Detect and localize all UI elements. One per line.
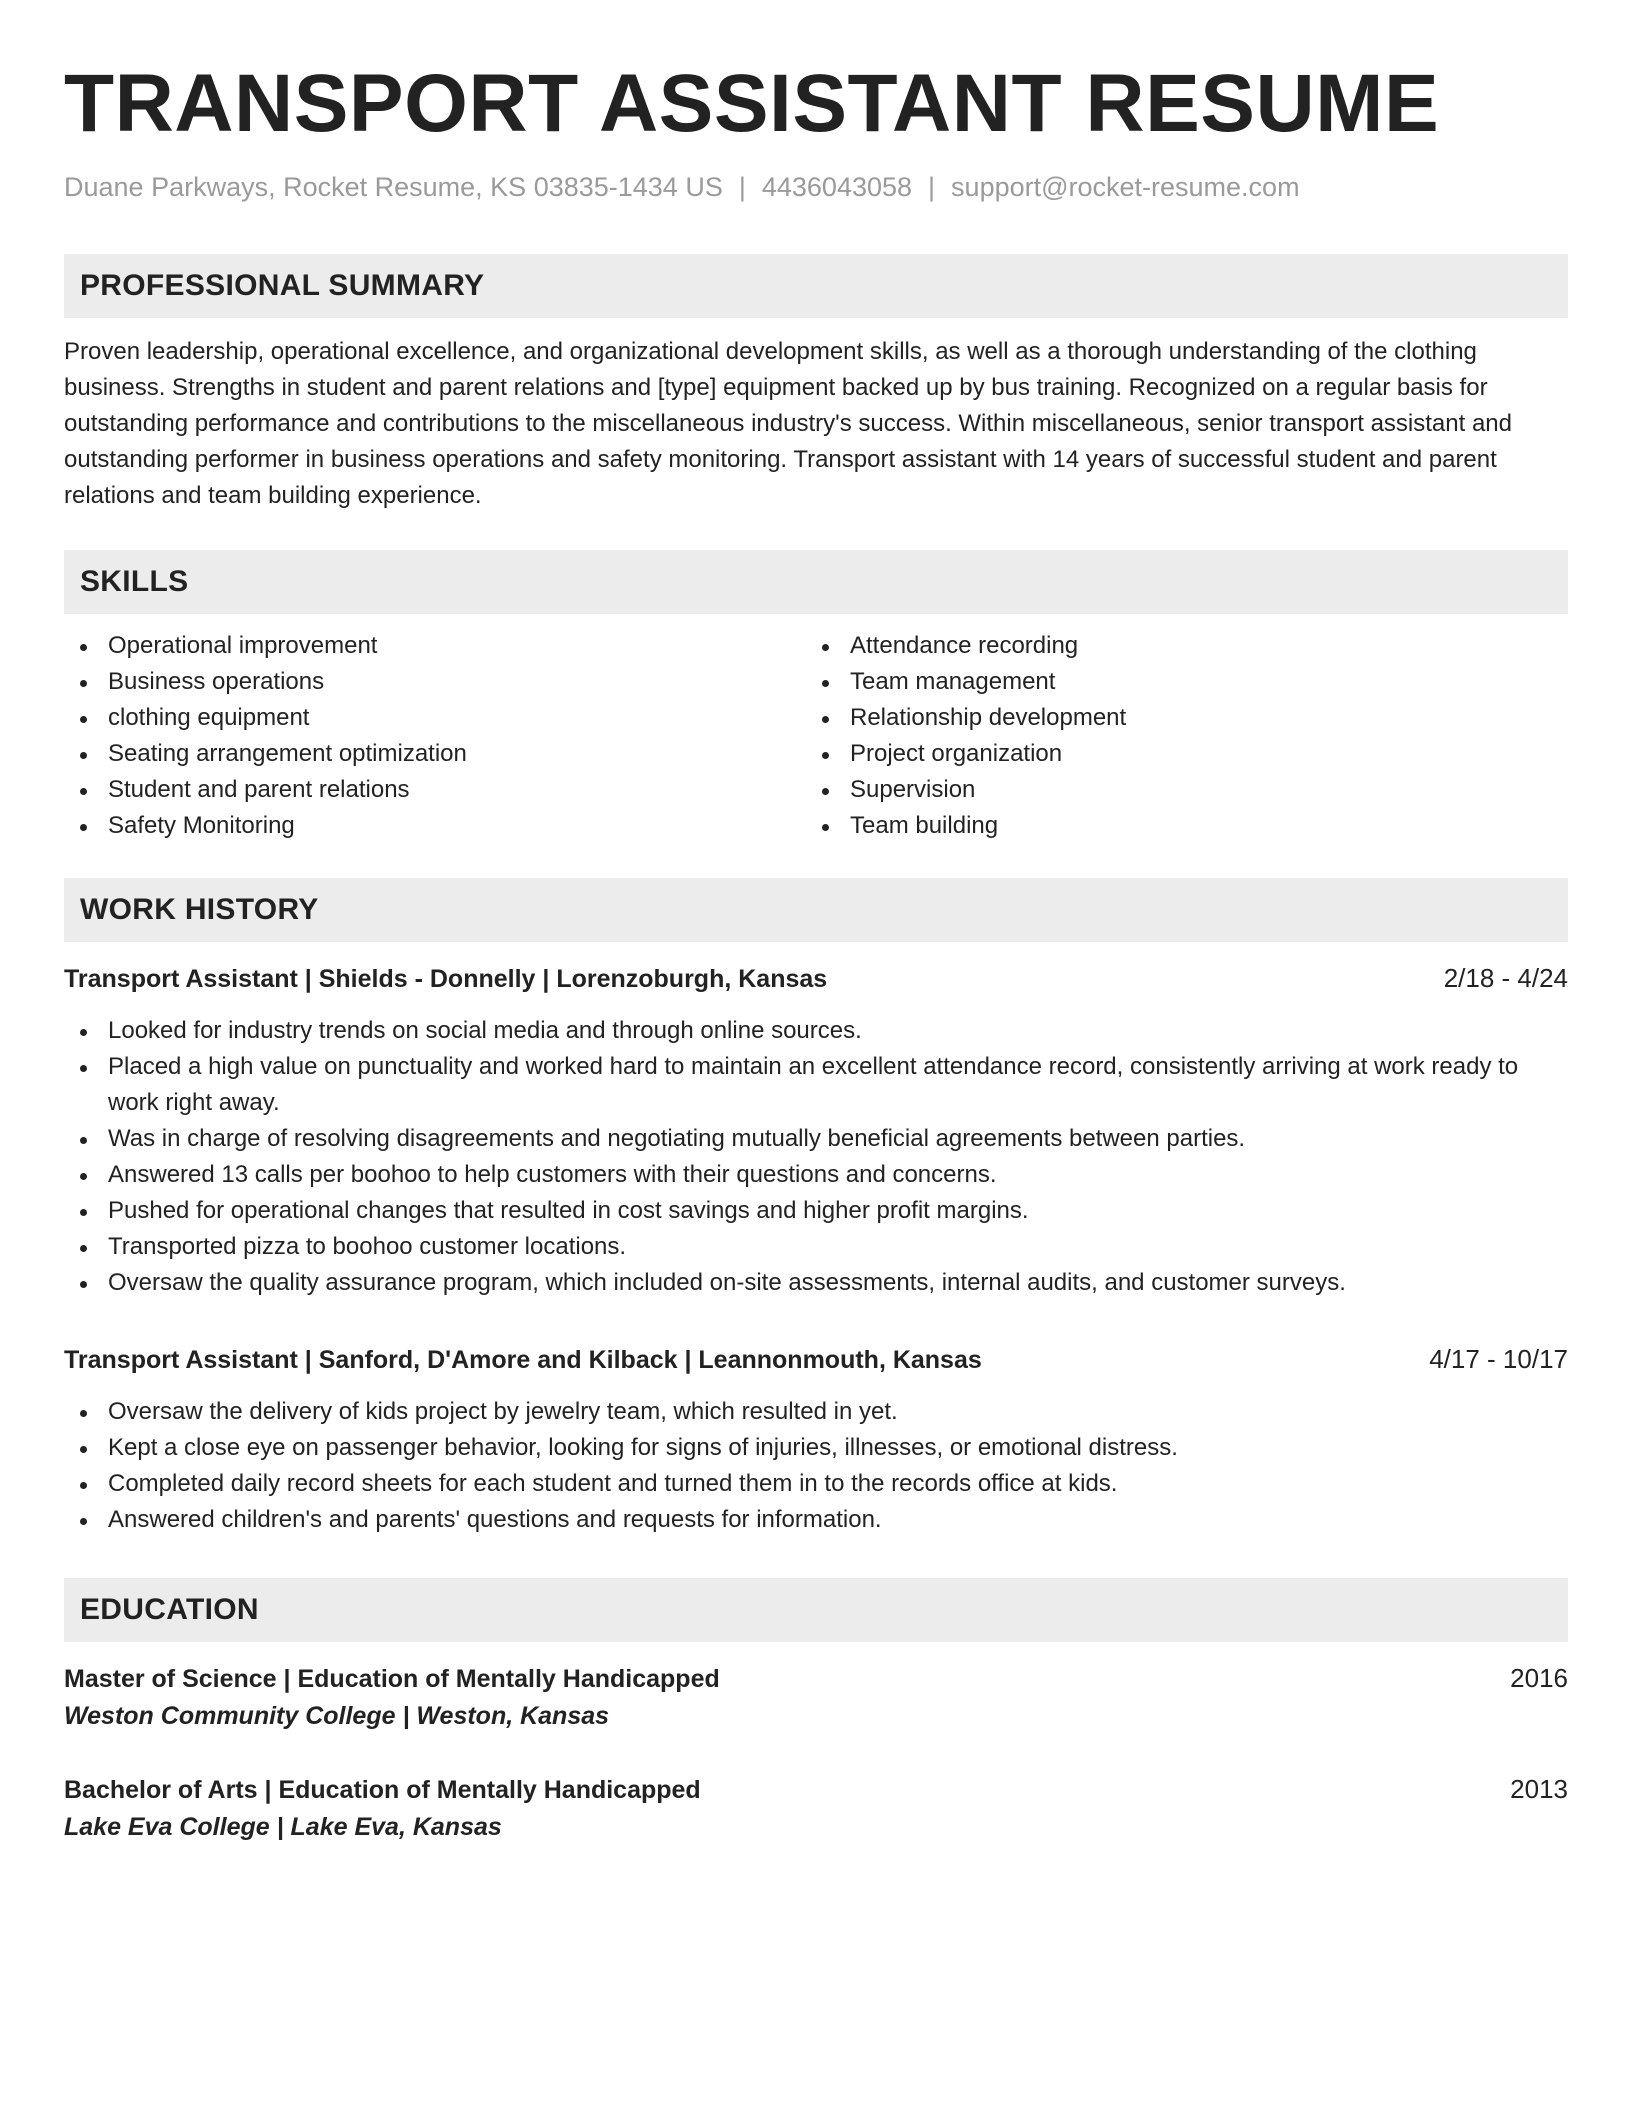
job-entry bbox=[64, 960, 1568, 1301]
education-degree: Master of Science | Education of Mentally Handicapped bbox=[64, 1665, 720, 1693]
education-year: 2013 bbox=[1510, 1774, 1568, 1804]
job-bullet: Pushed for operational changes that resulted in cost savings and higher profit margins. bbox=[64, 1193, 1568, 1229]
skill-item: Relationship development bbox=[806, 700, 1548, 736]
education-header bbox=[64, 1771, 1568, 1808]
job-bullet: Transported pizza to boohoo customer locations. bbox=[64, 1229, 1568, 1265]
section-heading: EDUCATION bbox=[64, 1578, 1568, 1642]
job-dates: 4/17 - 10/17 bbox=[1429, 1344, 1568, 1374]
skill-item: Attendance recording bbox=[806, 628, 1548, 664]
skill-item: Business operations bbox=[64, 664, 806, 700]
resume-title: TRANSPORT ASSISTANT RESUME bbox=[64, 58, 1440, 149]
job-bullet: Was in charge of resolving disagreements and negotiating mutually beneficial agreements between parties. bbox=[64, 1121, 1568, 1157]
education-school: Lake Eva College | Lake Eva, Kansas bbox=[64, 1813, 502, 1841]
job-bullet: Looked for industry trends on social media and through online sources. bbox=[64, 1013, 1568, 1049]
job-bullet: Kept a close eye on passenger behavior, looking for signs of injuries, illnesses, or emotional distress. bbox=[64, 1430, 1568, 1466]
skill-item: Safety Monitoring bbox=[64, 808, 806, 844]
skill-item: clothing equipment bbox=[64, 700, 806, 736]
job-bullets bbox=[64, 1394, 1568, 1538]
skill-item: Supervision bbox=[806, 772, 1548, 808]
job-entry bbox=[64, 1341, 1568, 1538]
contact-separator: | bbox=[928, 172, 936, 202]
skill-item: Team management bbox=[806, 664, 1548, 700]
summary-text: Proven leadership, operational excellence, and organizational development skills, as well as a thorough understanding of the clothing business. Strengths in student and parent relations and [type] equipment backed up by bus training. Recognized on a regular basis for outstanding performance and contributions to the miscellaneous industry's success. Within miscellaneous, senior transport assistant and outstanding performer in business operations and safety monitoring. Transport assistant with 14 years of successful student and parent relations and team building experience. bbox=[64, 338, 1512, 509]
education-degree: Bachelor of Arts | Education of Mentally Handicapped bbox=[64, 1776, 701, 1804]
skill-item: Team building bbox=[806, 808, 1548, 844]
education-year: 2016 bbox=[1510, 1663, 1568, 1693]
job-bullet: Placed a high value on punctuality and worked hard to maintain an excellent attendance record, consistently arriving at work ready to work right away. bbox=[64, 1049, 1568, 1121]
education-header bbox=[64, 1660, 1568, 1697]
education-entry bbox=[64, 1771, 1568, 1846]
skills-column-left bbox=[64, 628, 806, 844]
skill-item: Student and parent relations bbox=[64, 772, 806, 808]
contact-separator: | bbox=[738, 172, 746, 202]
education-entry bbox=[64, 1660, 1568, 1735]
contact-address: Duane Parkways, Rocket Resume, KS 03835-1434 US bbox=[64, 172, 723, 202]
section-heading: SKILLS bbox=[64, 550, 1568, 614]
job-bullets bbox=[64, 1013, 1568, 1301]
skill-item: Project organization bbox=[806, 736, 1548, 772]
job-title: Transport Assistant | Shields - Donnelly | Lorenzoburgh, Kansas bbox=[64, 965, 828, 993]
contact-line bbox=[64, 170, 1568, 204]
contact-phone: 4436043058 bbox=[761, 172, 913, 202]
work-history-section bbox=[64, 878, 1568, 1538]
resume-page bbox=[64, 58, 1568, 1846]
professional-summary-section bbox=[64, 254, 1568, 514]
job-dates: 2/18 - 4/24 bbox=[1443, 963, 1568, 993]
job-bullet: Oversaw the delivery of kids project by jewelry team, which resulted in yet. bbox=[64, 1394, 1568, 1430]
contact-email: support@rocket-resume.com bbox=[951, 172, 1300, 202]
skills-column-right bbox=[806, 628, 1548, 844]
section-heading: PROFESSIONAL SUMMARY bbox=[64, 254, 1568, 318]
education-section bbox=[64, 1578, 1568, 1846]
skill-item: Operational improvement bbox=[64, 628, 806, 664]
job-bullet: Answered children's and parents' questions and requests for information. bbox=[64, 1502, 1568, 1538]
job-bullet: Oversaw the quality assurance program, which included on-site assessments, internal audits, and customer surveys. bbox=[64, 1265, 1568, 1301]
education-school: Weston Community College | Weston, Kansas bbox=[64, 1702, 610, 1730]
job-bullet: Answered 13 calls per boohoo to help customers with their questions and concerns. bbox=[64, 1157, 1568, 1193]
skills-section bbox=[64, 550, 1568, 844]
job-header bbox=[64, 1341, 1568, 1378]
section-heading: WORK HISTORY bbox=[64, 878, 1568, 942]
skill-item: Seating arrangement optimization bbox=[64, 736, 806, 772]
job-title: Transport Assistant | Sanford, D'Amore and Kilback | Leannonmouth, Kansas bbox=[64, 1346, 982, 1374]
job-header bbox=[64, 960, 1568, 997]
job-bullet: Completed daily record sheets for each student and turned them in to the records office at kids. bbox=[64, 1466, 1568, 1502]
skills-grid bbox=[64, 628, 1568, 844]
